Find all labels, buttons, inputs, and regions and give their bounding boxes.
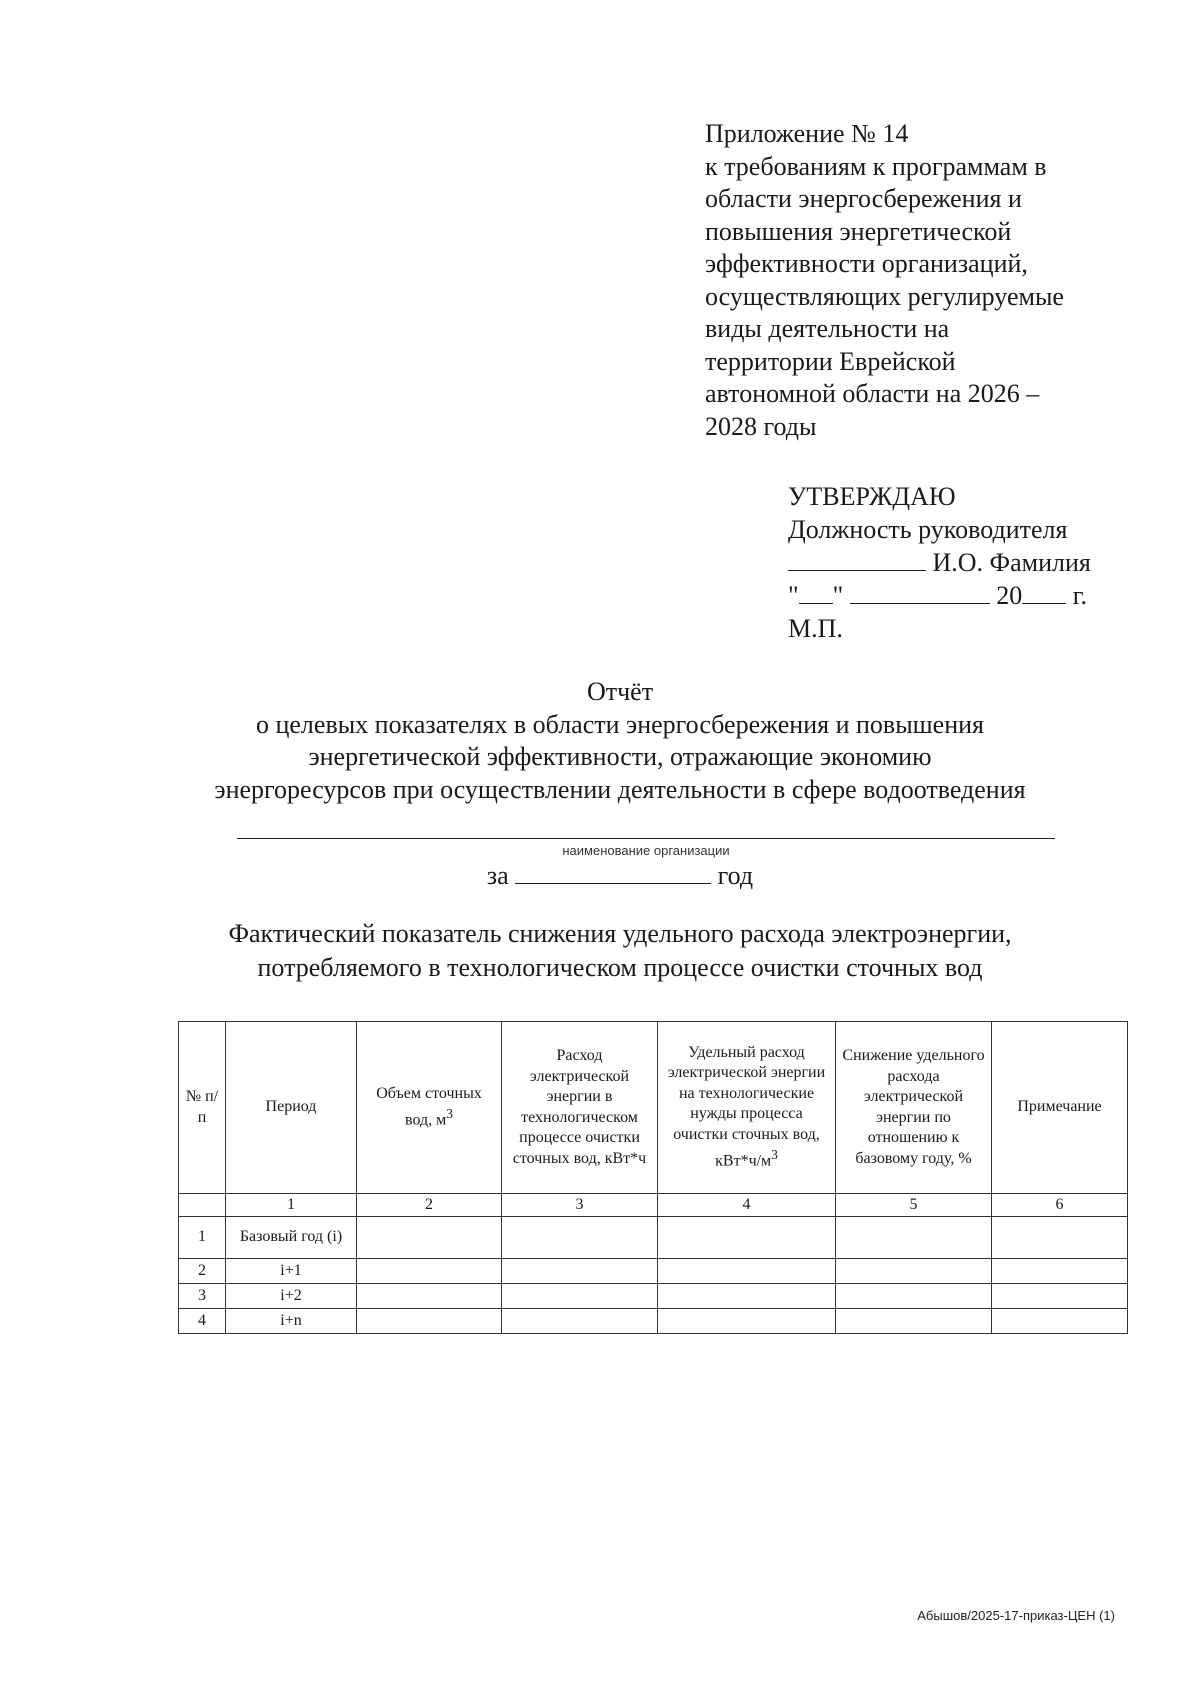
period-suffix: год [717,861,754,890]
header-period: Период [226,1022,357,1194]
row-num: 4 [179,1309,226,1334]
table-row [179,1309,1128,1334]
approval-signature-row [788,546,1128,579]
period-prefix: за [486,861,509,890]
empty-cell [502,1217,658,1259]
column-number: 6 [992,1194,1128,1217]
empty-cell [658,1309,836,1334]
row-period: i+2 [226,1284,357,1309]
row-num: 2 [179,1259,226,1284]
report-period-row [160,860,1080,892]
empty-cell [992,1309,1128,1334]
appendix-line: 2028 годы [705,411,817,441]
appendix-line: территории Еврейской [705,346,956,376]
empty-cell [502,1259,658,1284]
table-caption-line: Фактический показатель снижения удельного расхода электроэнергии, [228,919,1012,948]
appendix-line: виды деятельности на [705,314,950,343]
header-volume: Объем сточных вод, $м^3$ [357,1022,502,1194]
row-num: 3 [179,1284,226,1309]
report-title-line: о целевых показателях в области энергосбережения и повышения [255,709,985,739]
appendix-line: Приложение № 14 [705,119,909,148]
approval-position: Должность руководителя [788,515,1068,544]
empty-cell [357,1259,502,1284]
empty-cell [357,1309,502,1334]
empty-cell [658,1284,836,1309]
report-title-block [160,676,1080,806]
header-reduction: Снижение удельного расхода электрической энергии по отношению к базовому году, % [836,1022,992,1194]
column-number: 1 [226,1194,357,1217]
table-row [179,1284,1128,1309]
approval-block [788,480,1128,645]
header-specific: Удельный расход электрической энергии на технологические нужды процесса очистки сточных вод, $кВт*ч/м^3$ [658,1022,836,1194]
empty-cell [836,1217,992,1259]
header-num: № п/п [179,1022,226,1194]
table-row [179,1217,1128,1259]
empty-cell [836,1284,992,1309]
empty-cell [357,1284,502,1309]
organization-caption: наименование организации [562,843,730,858]
quote-open: " [788,581,799,610]
quote-close: " [832,581,844,610]
report-title-line: энергоресурсов при осуществлении деятельности в сфере водоотведения [214,774,1026,804]
approval-heading: УТВЕРЖДАЮ [788,482,956,511]
column-number [179,1194,226,1217]
indicator-table [178,1021,1128,1334]
appendix-line: осуществляющих регулируемые [705,281,1064,311]
document-reference: Абышов/2025-17-приказ-ЦЕН (1) [917,1608,1115,1623]
empty-cell [992,1217,1128,1259]
stamp-label: М.П. [788,614,843,643]
row-period: Базовый год (i) [226,1217,357,1259]
appendix-line: к требованиям к программам в [705,151,1047,181]
empty-cell [992,1259,1128,1284]
row-period: i+n [226,1309,357,1334]
organization-name-line [237,838,1055,839]
table-row [179,1259,1128,1284]
day-blank [799,581,833,604]
appendix-line: эффективности организаций, [705,249,1028,278]
empty-cell [502,1284,658,1309]
empty-cell [836,1309,992,1334]
table-caption [140,917,1100,985]
year-suffix: г. [1072,581,1087,610]
column-number: 2 [357,1194,502,1217]
column-number-row [179,1194,1128,1217]
column-number: 4 [658,1194,836,1217]
empty-cell [836,1259,992,1284]
report-title-line: энергетической эффективности, отражающие экономию [308,742,932,771]
report-title: Отчёт [586,677,654,706]
period-blank [515,861,711,884]
row-num: 1 [179,1217,226,1259]
table-caption-line: потребляемого в технологическом процессе очистки сточных вод [257,953,983,982]
signature-blank [788,548,926,571]
year-blank [1022,581,1066,604]
row-period: i+1 [226,1259,357,1284]
empty-cell [658,1217,836,1259]
empty-cell [992,1284,1128,1309]
empty-cell [357,1217,502,1259]
empty-cell [658,1259,836,1284]
appendix-line: области энергосбережения и [705,184,1022,213]
empty-cell [502,1309,658,1334]
header-note: Примечание [992,1022,1128,1194]
year-prefix: 20 [996,581,1023,610]
approval-name: И.О. Фамилия [932,548,1091,577]
appendix-block [705,118,1112,443]
header-energy: Расход электрической энергии в технологическом процессе очистки сточных вод, кВт*ч [502,1022,658,1194]
table-header-row [179,1022,1128,1194]
approval-date-row [788,579,1128,612]
appendix-line: повышения энергетической [705,216,1012,246]
appendix-line: автономной области на 2026 – [705,379,1040,408]
column-number: 5 [836,1194,992,1217]
column-number: 3 [502,1194,658,1217]
month-blank [850,581,990,604]
